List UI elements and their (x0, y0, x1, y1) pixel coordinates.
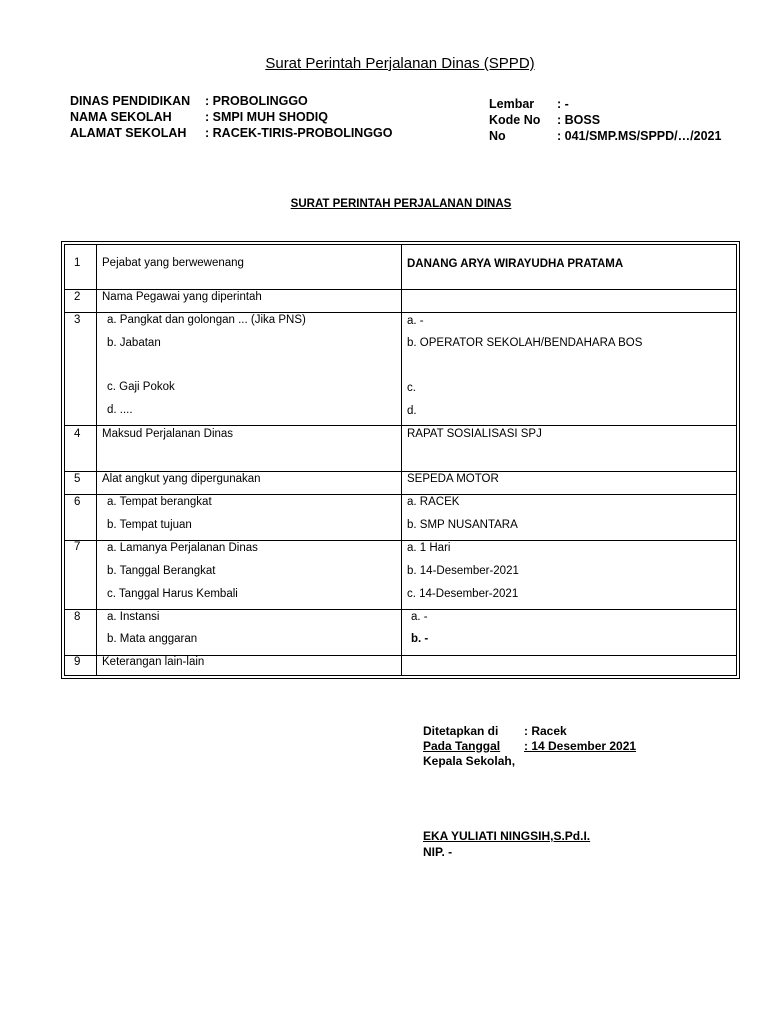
row-number: 9 (74, 656, 81, 668)
row-value-tempat-berangkat: a. RACEK (407, 496, 460, 508)
row-value-pejabat: DANANG ARYA WIRAYUDHA PRATAMA (407, 258, 624, 270)
row-label-gaji: c. Gaji Pokok (107, 381, 175, 393)
row-divider (65, 494, 736, 495)
row-value-tempat-tujuan: b. SMP NUSANTARA (407, 519, 518, 531)
row-label-tanggal-kembali: c. Tanggal Harus Kembali (107, 588, 238, 600)
row-number: 3 (74, 314, 81, 326)
row-label-d: d. .... (107, 404, 133, 416)
row-value-mata-anggaran: b. - (411, 633, 429, 645)
table-inner-frame (64, 244, 737, 676)
header-right-labels (489, 96, 540, 144)
row-value-instansi: a. - (411, 611, 428, 623)
ditetapkan-value: : Racek (524, 724, 567, 738)
header-label-dinas: DINAS PENDIDIKAN (70, 94, 191, 108)
tanggal-value: : 14 Desember 2021 (524, 739, 637, 753)
row-label-instansi: a. Instansi (107, 611, 160, 623)
row-label-pejabat: Pejabat yang berwewenang (102, 257, 244, 269)
row-divider (65, 312, 736, 313)
row-label-lamanya: a. Lamanya Perjalanan Dinas (107, 542, 258, 554)
row-divider (65, 609, 736, 610)
header-right-values (557, 96, 721, 144)
row-label-maksud: Maksud Perjalanan Dinas (102, 428, 234, 440)
ditetapkan-label: Ditetapkan di (423, 724, 499, 738)
header-label-kode: Kode No (489, 113, 541, 127)
row-value-maksud: RAPAT SOSIALISASI SPJ (407, 428, 542, 440)
row-number: 7 (74, 541, 81, 553)
row-label-nama-pegawai: Nama Pegawai yang diperintah (102, 291, 262, 303)
row-divider (65, 425, 736, 426)
row-number: 6 (74, 496, 81, 508)
row-value-tanggal-kembali: c. 14-Desember-2021 (407, 588, 519, 600)
row-value-lamanya: a. 1 Hari (407, 542, 451, 554)
tanggal-label: Pada Tanggal (423, 739, 501, 753)
row-label-alat-angkut: Alat angkut yang dipergunakan (102, 473, 261, 485)
header-label-lembar: Lembar (489, 97, 535, 111)
header-value-dinas: : PROBOLINGGO (205, 94, 308, 108)
column-divider-no (96, 245, 97, 675)
row-label-tempat-berangkat: a. Tempat berangkat (107, 496, 212, 508)
row-label-mata-anggaran: b. Mata anggaran (107, 633, 198, 645)
row-number: 5 (74, 473, 81, 485)
row-label-keterangan: Keterangan lain-lain (102, 656, 205, 668)
signer-nip: NIP. - (423, 845, 453, 859)
header-label-alamat: ALAMAT SEKOLAH (70, 126, 187, 140)
row-number: 4 (74, 428, 81, 440)
header-value-kode: : BOSS (557, 113, 601, 127)
row-divider (65, 540, 736, 541)
sppd-table (61, 241, 740, 679)
row-label-tempat-tujuan: b. Tempat tujuan (107, 519, 192, 531)
header-value-alamat: : RACEK-TIRIS-PROBOLINGGO (205, 126, 393, 140)
header-label-no: No (489, 129, 506, 143)
row-divider (65, 289, 736, 290)
column-divider-value (401, 245, 402, 675)
row-value-d: d. (407, 405, 417, 417)
header-value-lembar: : - (557, 97, 569, 111)
header-value-sekolah: : SMPI MUH SHODIQ (205, 110, 328, 124)
document-title: Surat Perintah Perjalanan Dinas (SPPD) (265, 55, 535, 72)
header-value-no: : 041/SMP.MS/SPPD/…/2021 (557, 129, 722, 143)
row-label-jabatan: b. Jabatan (107, 337, 161, 349)
row-value-tanggal-berangkat: b. 14-Desember-2021 (407, 565, 519, 577)
signature-labels (423, 724, 515, 769)
row-number: 2 (74, 291, 81, 303)
header-label-sekolah: NAMA SEKOLAH (70, 110, 172, 124)
row-label-tanggal-berangkat: b. Tanggal Berangkat (107, 565, 216, 577)
row-value-jabatan: b. OPERATOR SEKOLAH/BENDAHARA BOS (407, 337, 643, 349)
row-value-pangkat: a. - (407, 315, 424, 327)
row-divider (65, 471, 736, 472)
row-value-gaji: c. (407, 382, 416, 394)
row-label-pangkat: a. Pangkat dan golongan ... (Jika PNS) (107, 314, 306, 326)
row-number: 8 (74, 611, 81, 623)
signer-name: EKA YULIATI NINGSIH,S.Pd.I. (423, 829, 591, 843)
kepala-sekolah-title: Kepala Sekolah, (423, 754, 516, 768)
section-subtitle: SURAT PERINTAH PERJALANAN DINAS (290, 198, 512, 210)
row-number: 1 (74, 257, 81, 269)
header-left-values (205, 93, 393, 141)
row-value-alat-angkut: SEPEDA MOTOR (407, 473, 499, 485)
header-left-labels (70, 93, 190, 141)
signature-values (524, 724, 636, 754)
